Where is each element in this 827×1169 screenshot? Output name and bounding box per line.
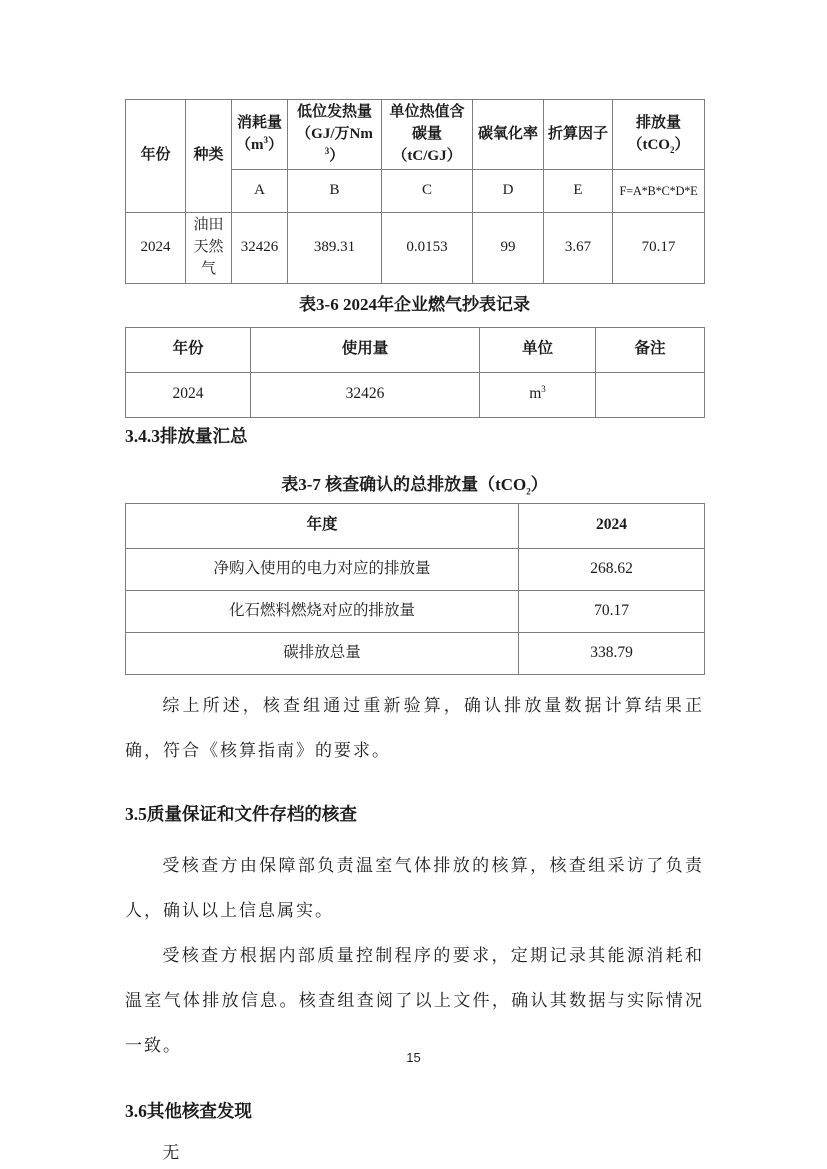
gas-year-value: 2024: [126, 372, 251, 417]
total-header-year: 2024: [519, 503, 705, 548]
fuel-type-value: 油田天然气: [186, 213, 232, 283]
gas-header-unit: 单位: [480, 327, 596, 372]
row-value: 268.62: [519, 548, 705, 590]
row-label: 碳排放总量: [126, 632, 519, 674]
fuel-oxidation-rate-value: 99: [473, 213, 544, 283]
row-value: 338.79: [519, 632, 705, 674]
fuel-year-value: 2024: [126, 213, 186, 283]
section-3-5-paragraph-2: 受核查方根据内部质量控制程序的要求，定期记录其能源消耗和温室气体排放信息。核查组查阅了以上文件，确认其数据与实际情况一致。: [125, 945, 704, 1055]
fuel-table-header-emission: 排放量 （tCO$_2$）: [613, 100, 705, 170]
total-table-header-row: [126, 503, 705, 548]
section-3-5-paragraph-1: 受核查方由保障部负责温室气体排放的核算，核查组采访了负责人，确认以上信息属实。: [125, 855, 704, 920]
section-heading-3-5: 3.5质量保证和文件存档的核查: [125, 803, 357, 824]
gas-remark-value: [596, 372, 705, 417]
fuel-table-header-conversion-factor: 折算因子: [544, 100, 613, 170]
total-table-row-fossil-fuel: [126, 590, 705, 632]
table-3-7-caption: 表3-7 核查确认的总排放量（tCO$_2$）: [281, 474, 548, 496]
formula-e: E: [544, 170, 613, 213]
row-label: 化石燃料燃烧对应的排放量: [126, 590, 519, 632]
formula-f: F=A*B*C*D*E: [613, 170, 705, 213]
fuel-emission-table: [125, 99, 705, 284]
gas-header-remark: 备注: [596, 327, 705, 372]
fuel-table-data-row: [126, 213, 705, 283]
total-header-label: 年度: [126, 503, 519, 548]
total-table-row-electricity: [126, 548, 705, 590]
formula-a: A: [232, 170, 288, 213]
gas-usage-value: 32426: [251, 372, 480, 417]
fuel-emission-value: 70.17: [613, 213, 705, 283]
gas-meter-table: [125, 327, 705, 418]
total-table-row-total: [126, 632, 705, 674]
fuel-table-header-ncv: 低位发热量 （GJ/万Nm$^3$）: [288, 100, 382, 170]
gas-header-usage: 使用量: [251, 327, 480, 372]
gas-unit-value: $m^3$: [480, 372, 596, 417]
fuel-table-header-consumption: 消耗量 $(m^3)$: [232, 100, 288, 170]
formula-c: C: [382, 170, 473, 213]
page-number: 15: [406, 1050, 421, 1065]
fuel-conversion-factor-value: 3.67: [544, 213, 613, 283]
formula-b: B: [288, 170, 382, 213]
fuel-consumption-value: 32426: [232, 213, 288, 283]
fuel-carbon-content-value: 0.0153: [382, 213, 473, 283]
total-emissions-table: [125, 503, 705, 675]
row-value: 70.17: [519, 590, 705, 632]
row-label: 净购入使用的电力对应的排放量: [126, 548, 519, 590]
content-column: [125, 0, 704, 1168]
section-heading-3-6: 3.6其他核查发现: [125, 1100, 252, 1121]
table-3-6-caption: 表3-6 2024年企业燃气抄表记录: [299, 294, 530, 314]
gas-table-header-row: [126, 327, 705, 372]
fuel-ncv-value: 389.31: [288, 213, 382, 283]
conclusion-paragraph: 综上所述，核查组通过重新验算，确认排放量数据计算结果正确，符合《核算指南》的要求。: [125, 695, 704, 760]
gas-header-year: 年份: [126, 327, 251, 372]
section-heading-3-4-3: 3.4.3排放量汇总: [125, 425, 248, 446]
gas-table-data-row: [126, 372, 705, 417]
formula-d: D: [473, 170, 544, 213]
none-finding-text: 无: [162, 1142, 180, 1162]
fuel-table-header-fuel-type: 种类: [186, 100, 232, 213]
fuel-table-header-oxidation-rate: 碳氧化率: [473, 100, 544, 170]
fuel-table-header-carbon-content: 单位热值含碳量 （tC/GJ）: [382, 100, 473, 170]
fuel-table-header-year: 年份: [126, 100, 186, 213]
